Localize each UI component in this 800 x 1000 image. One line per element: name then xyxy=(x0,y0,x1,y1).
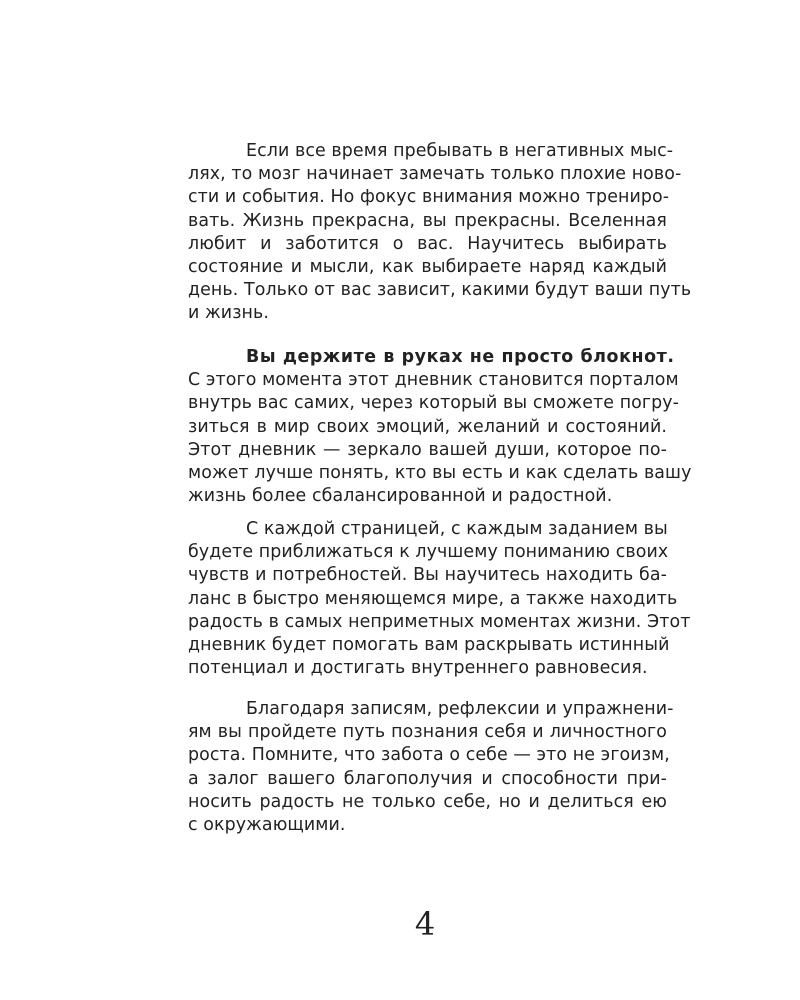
text-line: роста. Помните, что забота о себе — это не эгоизм, xyxy=(188,745,670,766)
text-line: Если все время пребывать в негативных мыс- xyxy=(246,141,674,161)
text-line: внутрь вас самих, через который вы сможете погру- xyxy=(188,393,680,414)
paragraph-4 xyxy=(188,698,674,837)
text-line: и жизнь. xyxy=(188,303,269,324)
text-line: может лучше понять, кто вы есть и как сделать вашу xyxy=(188,462,692,483)
page-number: 4 xyxy=(414,905,436,943)
lead-sentence: Вы держите в руках не просто блокнот. xyxy=(246,347,675,367)
text-line: любит и заботится о вас. Научитесь выбирать xyxy=(188,233,667,254)
text-line: сти и события. Но фокус внимания можно трениро- xyxy=(188,187,670,208)
paragraph-3 xyxy=(188,518,691,680)
text-line: состояние и мысли, как выбираете наряд каждый xyxy=(188,256,667,277)
text-line: зиться в мир своих эмоций, желаний и состояний. xyxy=(188,416,667,437)
text-line: носить радость не только себе, но и делиться ею xyxy=(188,791,667,812)
text-line: жизнь более сбалансированной и радостной. xyxy=(188,486,613,507)
text-line: С этого момента этот дневник становится порталом xyxy=(188,370,679,391)
text-line: будете приближаться к лучшему пониманию своих xyxy=(188,542,669,563)
paragraph-1 xyxy=(188,140,692,326)
text-line: день. Только от вас зависит, какими будут ваши путь xyxy=(188,280,692,301)
paragraph-2 xyxy=(188,346,692,508)
text-line: С каждой страницей, с каждым заданием вы xyxy=(246,519,668,539)
text-line: радость в самых неприметных моментах жизни. Этот xyxy=(188,611,691,632)
text-line: Благодаря записям, рефлексии и упражнени- xyxy=(246,699,674,719)
text-line: дневник будет помогать вам раскрывать истинный xyxy=(188,634,670,655)
text-line: потенциал и достигать внутреннего равновесия. xyxy=(188,658,648,679)
text-line: Этот дневник — зеркало вашей души, которое по- xyxy=(188,439,667,460)
text-line: ланс в быстро меняющемся мире, а также находить xyxy=(188,588,678,609)
text-line: чувств и потребностей. Вы научитесь находить ба- xyxy=(188,565,667,586)
text-line: а залог вашего благополучия и способности при- xyxy=(188,768,667,789)
text-line: с окружающими. xyxy=(188,814,346,835)
text-line: вать. Жизнь прекрасна, вы прекрасны. Вселенная xyxy=(188,210,667,231)
text-line: лях, то мозг начинает замечать только плохие ново- xyxy=(188,164,682,185)
text-line: ям вы пройдете путь познания себя и личностного xyxy=(188,722,667,743)
